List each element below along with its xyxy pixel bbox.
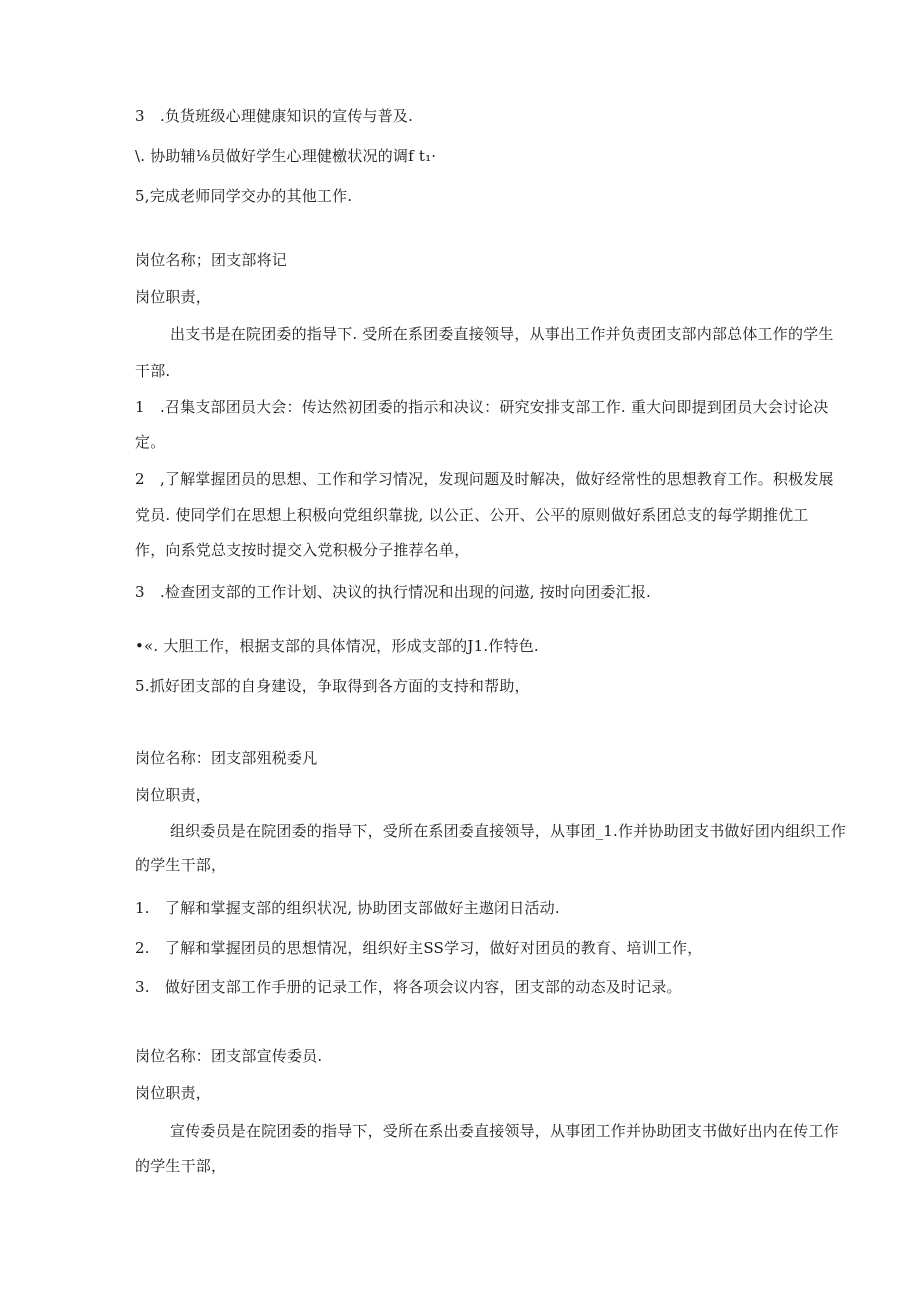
text-line: \. 协助辅⅛员做好学生心理健檄状况的调f t₁· — [135, 147, 437, 165]
text-line: 5.抓好团支部的自身建设，争取得到各方面的支持和帮助， — [135, 677, 530, 695]
text-line: 3. 做好团支部工作手册的记录工作，将各项会议内容，团支部的动态及时记录。 — [135, 978, 682, 996]
text-line: 党员. 使同学们在思想上积极向党组织靠拢, 以公正、公开、公平的原则做好系团总支的每学期推优工 — [135, 506, 809, 524]
text-line: 2 ,了解掌握团员的思想、工作和学习情况，发现问题及时解决，做好经常性的思想教育工作。积极发展 — [135, 470, 834, 488]
text-line: 出支书是在院团委的指导下. 受所在系团委直接领导，从事出工作并负责团支部内部总体工作的学生 — [170, 325, 834, 343]
text-line: 定。 — [135, 433, 166, 451]
section-subtitle: 岗位职责， — [135, 1084, 212, 1102]
section-subtitle: 岗位职责， — [135, 288, 212, 306]
text-line: •«. 大胆工作，根据支部的具体情况，形成支部的J1.作特色. — [135, 637, 539, 655]
text-line: 组织委员是在院团委的指导下，受所在系团委直接领导，从事团_1.作并协助团支书做好团内组织工作 — [170, 822, 847, 840]
text-line: 3 .负货班级心理健康知识的宣传与普及. — [135, 107, 414, 125]
text-line: 2. 了解和掌握团员的思想情况，组织好主SS学习，做好对团员的教育、培训工作， — [135, 939, 703, 957]
section-title: 岗位名称：团支部宣传委员. — [135, 1047, 323, 1065]
section-title: 岗位名称：团支部殂税委凡 — [135, 749, 318, 767]
text-line: 宣传委员是在院团委的指导下，受所在系出委直接领导，从事团工作并协助团支书做好出内在传工作 — [170, 1122, 839, 1140]
text-line: 1 .召集支部团员大会：传达然初团委的指示和决议：研究安排支部工作. 重大问即提到团员大会讨论决 — [135, 398, 829, 416]
text-line: 5,完成老师同学交办的其他工作. — [135, 187, 353, 205]
text-line: 的学生干部， — [135, 1157, 227, 1175]
text-line: 作，向系党总支按时提交入党积极分子推荐名单， — [135, 541, 470, 559]
text-line: 3 .检查团支部的工作计划、决议的执行情况和出现的问遨, 按时向团委汇报. — [135, 583, 652, 601]
text-line: 干部. — [135, 362, 171, 380]
text-line: 的学生干部， — [135, 856, 227, 874]
section-title: 岗位名称；团支部将记 — [135, 251, 288, 269]
section-subtitle: 岗位职责， — [135, 786, 212, 804]
text-line: 1. 了解和掌握支部的组织状况, 协助团支部做好主遨闭日活动. — [135, 899, 560, 917]
